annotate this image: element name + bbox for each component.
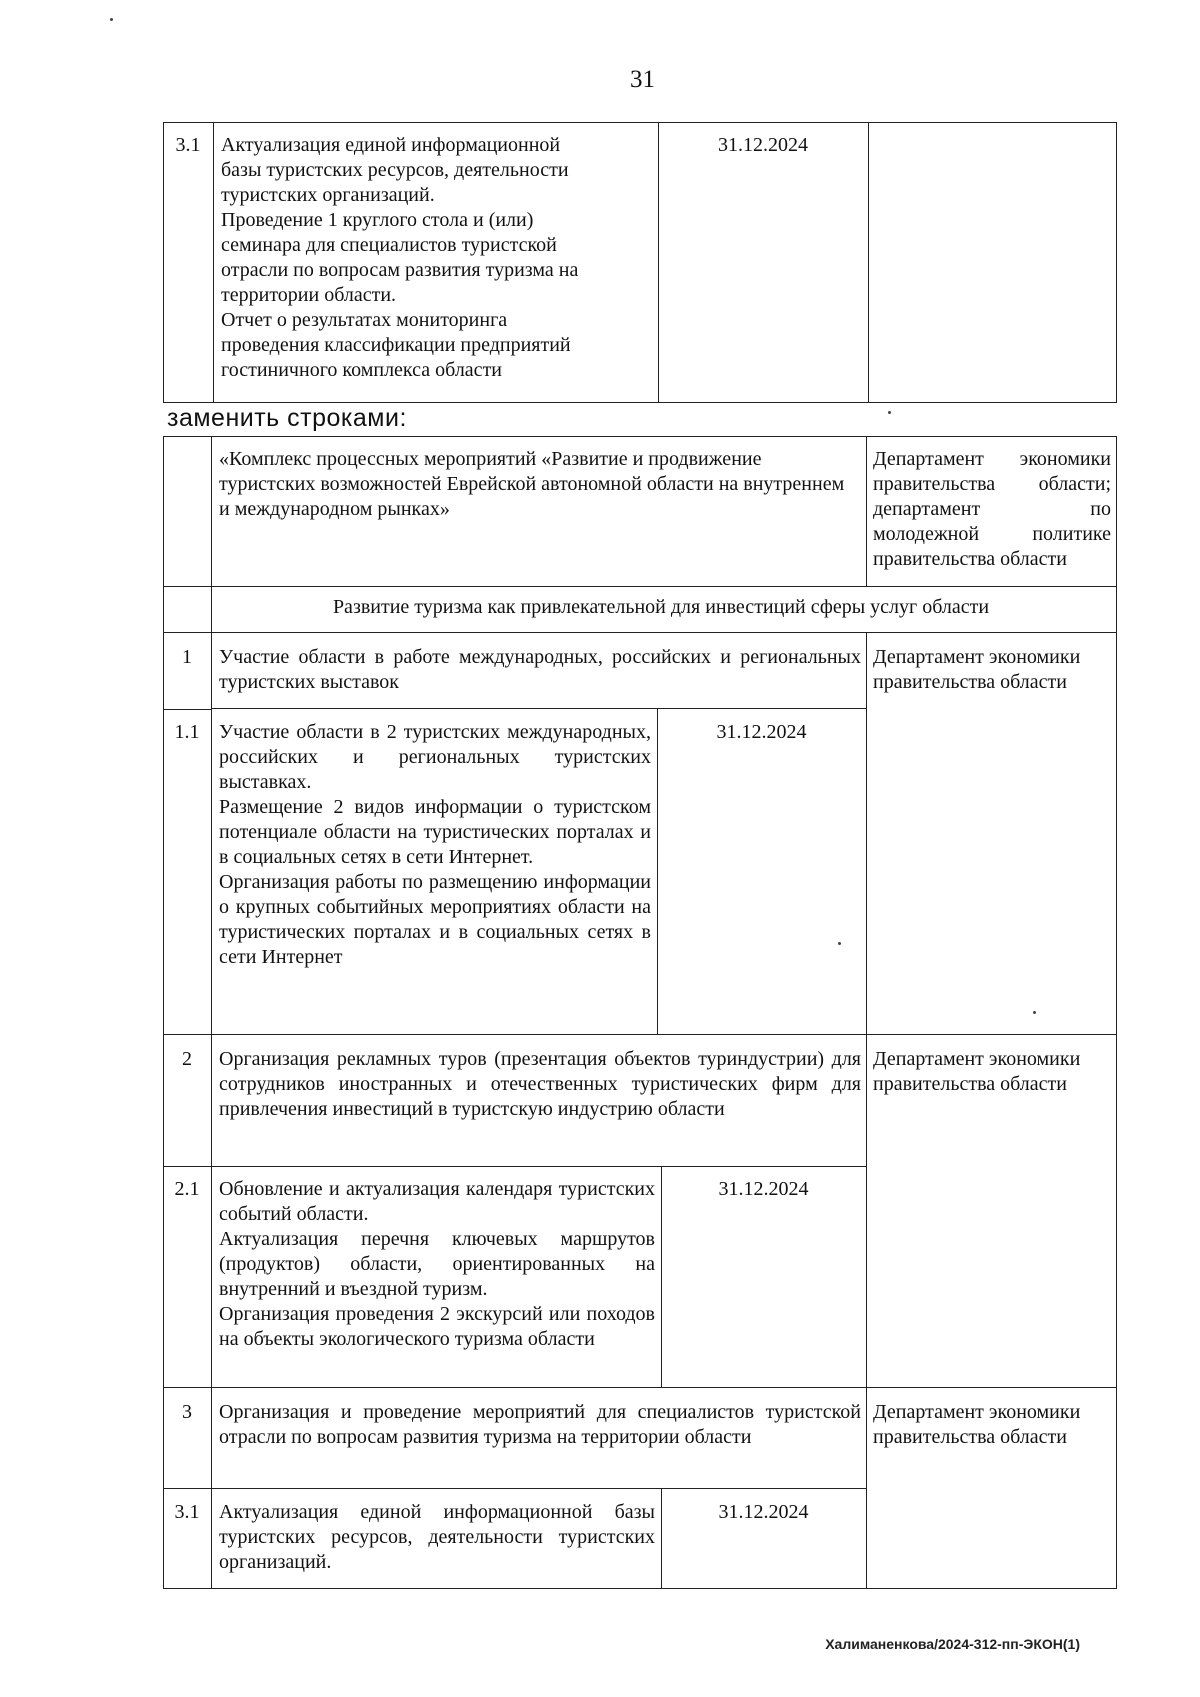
section-title: Развитие туризма как привлекательной для инвестиций сферы услуг области <box>332 596 990 618</box>
row-3-1-deadline: 31.12.2024 <box>718 1501 809 1523</box>
page-number: 31 <box>630 66 655 93</box>
row-1-responsible: Департамент экономики правительства области <box>873 646 1081 693</box>
row-2-responsible: Департамент экономики правительства области <box>873 1048 1081 1095</box>
row-2-number: 2 <box>182 1048 192 1070</box>
row-1-1-number: 1.1 <box>174 721 200 743</box>
row-1-1-description: Участие области в 2 туристских международных, российских и региональных туристских выставках. Размещение 2 видов информации о туристском потенциале области на туристических порталах и в социальных сетях в сети Интернет. Организация работы по размещению информации о крупных событийных мероприятиях области на туристических порталах и в социальных сетях в сети Интернет <box>219 721 651 968</box>
row-2-description: Организация рекламных туров (презентация объектов туриндустрии) для сотрудников иностранных и отечественных туристических фирм для привлечения инвестиций в туристскую индустрию области <box>219 1048 861 1120</box>
top-row-description: Актуализация единой информационной базы туристских ресурсов, деятельности туристских организаций. Проведение 1 круглого стола и (или) семинара для специалистов туристской отрасли по вопросам развития туризма на территории области. Отчет о результатах мониторинга проведения классификации предприятий гостиничного комплекса области <box>221 134 579 381</box>
scan-speck <box>838 942 841 945</box>
row-2-1-deadline: 31.12.2024 <box>718 1178 809 1200</box>
complex-responsible: Департамент экономики правительства области; департамент по молодежной политике правительства области <box>873 448 1111 570</box>
row-3-responsible: Департамент экономики правительства области <box>873 1401 1081 1448</box>
row-3-description: Организация и проведение мероприятий для специалистов туристской отрасли по вопросам развития туризма на территории области <box>219 1401 861 1448</box>
row-1-1-deadline: 31.12.2024 <box>716 721 807 743</box>
scan-speck <box>1033 1011 1036 1014</box>
top-row-deadline: 31.12.2024 <box>718 134 808 156</box>
footer-document-code: Халиманенкова/2024-312-пп-ЭКОН(1) <box>825 1636 1080 1652</box>
row-2-1-number: 2.1 <box>174 1178 200 1200</box>
row-2-1-description: Обновление и актуализация календаря туристских событий области. Актуализация перечня ключевых маршрутов (продуктов) области, ориентированных на внутренний и въездной туризм. Организация проведения 2 экскурсий или походов на объекты экологического туризма области <box>219 1178 655 1350</box>
complex-title: «Комплекс процессных мероприятий «Развитие и продвижение туристских возможностей Еврейской автономной области на внутреннем и международном рынках» <box>219 448 845 520</box>
replace-label: заменить строками: <box>167 404 407 432</box>
scan-speck <box>888 411 891 414</box>
row-3-number: 3 <box>182 1401 192 1423</box>
row-1-description: Участие области в работе международных, российских и региональных туристских выставок <box>219 646 861 693</box>
scan-speck <box>110 18 113 21</box>
row-3-1-description: Актуализация единой информационной базы туристских ресурсов, деятельности туристских организаций. <box>219 1501 655 1573</box>
top-row-number: 3.1 <box>175 134 201 156</box>
row-1-number: 1 <box>182 646 192 668</box>
row-3-1-number: 3.1 <box>174 1501 200 1523</box>
